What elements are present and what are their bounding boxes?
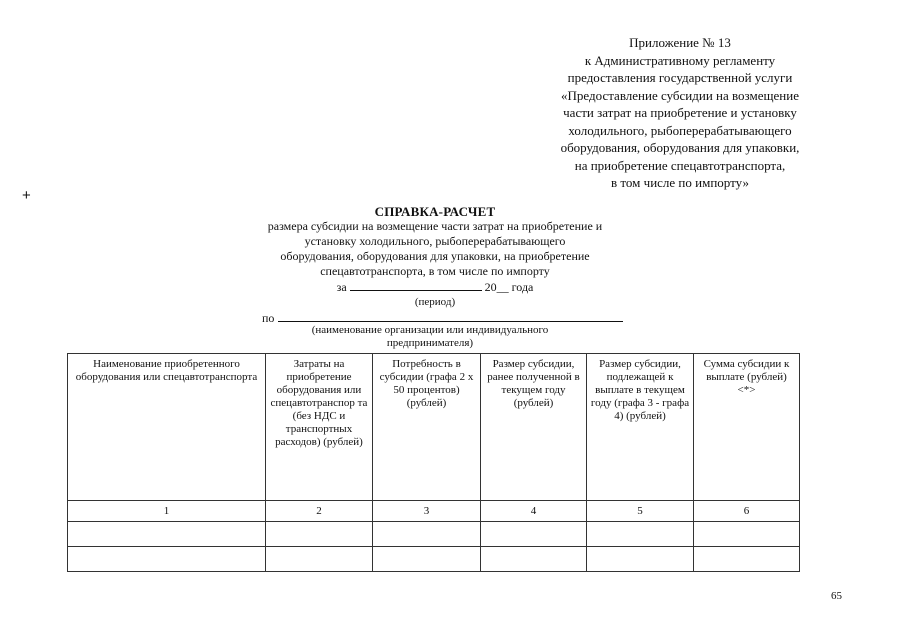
- table-cell: [68, 547, 266, 572]
- table-cell: [481, 547, 587, 572]
- table-cell: [587, 547, 694, 572]
- organization-caption-line: (наименование организации или индивидуального: [311, 324, 549, 336]
- column-number: 2: [266, 501, 373, 522]
- table-cell: [373, 547, 481, 572]
- subtitle-line: оборудования, оборудования для упаковки, на приобретение: [280, 249, 590, 263]
- period-blank: [350, 279, 482, 291]
- table-cell: [694, 522, 800, 547]
- table-row: [68, 522, 800, 547]
- document-title-block: [250, 204, 620, 310]
- period-line: [250, 279, 620, 295]
- calculation-table: [67, 353, 800, 572]
- period-year: 20__ года: [484, 280, 534, 294]
- appendix-line: в том числе по импорту»: [611, 175, 749, 190]
- appendix-line: Приложение № 13: [629, 35, 731, 50]
- appendix-block: [520, 34, 840, 192]
- header-cell-costs: Затраты на приобретение оборудования или спецавтотранспор та (без НДС и транспортных расходов) (рублей): [266, 354, 373, 501]
- appendix-line: предоставления государственной услуги: [567, 70, 793, 85]
- appendix-line: к Административному регламенту: [584, 52, 776, 68]
- period-caption: (период): [414, 296, 456, 308]
- table-cell: [266, 547, 373, 572]
- column-number: 1: [68, 501, 266, 522]
- table-cell: [373, 522, 481, 547]
- appendix-line: «Предоставление субсидии на возмещение: [561, 87, 799, 103]
- header-cell-payable: Размер субсидии, подлежащей к выплате в текущем году (графа 3 - графа 4) (рублей): [587, 354, 694, 501]
- organization-caption-line: предпринимателя): [386, 337, 474, 349]
- organization-caption: [280, 324, 580, 350]
- appendix-line: части затрат на приобретение и установку: [563, 105, 797, 120]
- table-cell: [587, 522, 694, 547]
- organization-prefix: по: [262, 311, 275, 325]
- column-number-row: [68, 501, 800, 522]
- appendix-line: на приобретение спецавтотранспорта,: [574, 157, 786, 173]
- organization-blank: [278, 310, 623, 322]
- appendix-line: оборудования, оборудования для упаковки,: [560, 140, 800, 155]
- period-prefix: за: [336, 280, 347, 294]
- header-cell-received: Размер субсидии, ранее полученной в текущем году (рублей): [481, 354, 587, 501]
- table-cell: [266, 522, 373, 547]
- table-header-row: [68, 354, 800, 501]
- table-row: [68, 547, 800, 572]
- document-heading: СПРАВКА-РАСЧЕТ: [374, 204, 496, 219]
- column-number: 6: [694, 501, 800, 522]
- subtitle-line: размера субсидии на возмещение части затрат на приобретение и: [267, 219, 603, 233]
- header-cell-total: Сумма субсидии к выплате (рублей) <*>: [694, 354, 800, 501]
- header-cell-need: Потребность в субсидии (графа 2 x 50 процентов) (рублей): [373, 354, 481, 501]
- table-cell: [68, 522, 266, 547]
- subtitle-line: установку холодильного, рыбоперерабатывающего: [304, 234, 566, 248]
- table-cell: [694, 547, 800, 572]
- appendix-line: холодильного, рыбоперерабатывающего: [568, 122, 792, 138]
- column-number: 3: [373, 501, 481, 522]
- page-number: 65: [831, 590, 842, 602]
- column-number: 5: [587, 501, 694, 522]
- table-cell: [481, 522, 587, 547]
- plus-marker: +: [22, 187, 31, 204]
- header-cell-equipment: Наименование приобретенного оборудования или спецавтотранспорта: [68, 354, 266, 501]
- column-number: 4: [481, 501, 587, 522]
- subtitle-line: спецавтотранспорта, в том числе по импорту: [320, 264, 550, 278]
